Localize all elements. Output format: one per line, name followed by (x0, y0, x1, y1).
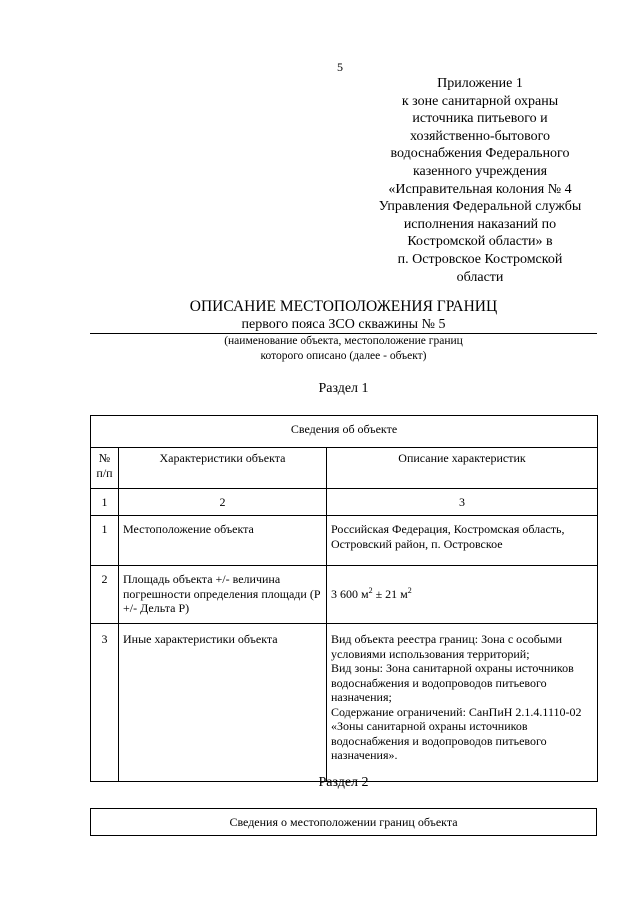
cell-number: 1 (91, 489, 119, 516)
area-tolerance: ± 21 м (372, 587, 408, 602)
appendix-line: к зоне санитарной охраны (401, 93, 559, 109)
row-characteristic: Местоположение объекта (119, 516, 327, 566)
table-title: Сведения об объекте (91, 416, 598, 448)
title-note-line: которого описано (далее - объект) (260, 349, 427, 362)
document-subtitle: первого пояса ЗСО скважины № 5 (241, 317, 446, 332)
row-description (327, 624, 598, 782)
appendix-line: водоснабжения Федерального (390, 146, 570, 162)
area-superscript: 2 (368, 586, 373, 596)
section-2-heading: Раздел 2 (318, 775, 369, 790)
row-description: Российская Федерация, Костромская область, Островский район, п. Островское (327, 516, 598, 566)
area-value: 3 600 м (331, 587, 369, 602)
appendix-line: области (456, 269, 504, 285)
appendix-line: хозяйственно-бытового (409, 128, 551, 144)
column-header-number: № п/п (91, 448, 119, 489)
area-superscript: 2 (407, 586, 412, 596)
appendix-line: Управления Федеральной службы (378, 199, 582, 215)
appendix-line: исполнения наказаний по (403, 216, 557, 232)
appendix-line: п. Островское Костромской (397, 251, 563, 267)
row-characteristic: Площадь объекта +/- величина погрешности определения площади (P +/- Дельта P) (119, 566, 327, 624)
table-row (91, 516, 598, 566)
row-number: 1 (91, 516, 119, 566)
table-row (91, 624, 598, 782)
row-description (327, 566, 598, 624)
row-characteristic: Иные характеристики объекта (119, 624, 327, 782)
appendix-line: Костромской области» в (407, 234, 553, 250)
title-note-line: (наименование объекта, местоположение границ (224, 335, 463, 347)
cell-number: 2 (119, 489, 327, 516)
table-title: Сведения о местоположении границ объекта (91, 809, 597, 836)
description-line: Содержание ограничений: СанПиН 2.1.4.1110-02 «Зоны санитарной охраны источников водоснабжения и водопроводов питьевого назначения». (331, 704, 582, 762)
boundary-info-table (90, 808, 597, 836)
column-header-characteristic: Характеристики объекта (119, 448, 327, 489)
row-number: 2 (91, 566, 119, 624)
cell-number: 3 (327, 489, 598, 516)
description-line: Вид зоны: Зона санитарной охраны источников водоснабжения и водопроводов питьевого назначения; (331, 661, 574, 704)
appendix-block (360, 75, 600, 286)
object-info-table (90, 415, 598, 782)
appendix-line: «Исправительная колония № 4 (388, 181, 572, 197)
row-number: 3 (91, 624, 119, 782)
table-row (91, 566, 598, 624)
title-note (90, 334, 597, 363)
appendix-line: источника питьевого и (412, 111, 548, 127)
appendix-line: казенного учреждения (412, 163, 548, 179)
section-1-heading: Раздел 1 (318, 381, 369, 396)
column-header-description: Описание характеристик (327, 448, 598, 489)
appendix-line: Приложение 1 (437, 76, 523, 91)
table-row (91, 489, 598, 516)
description-line: Вид объекта реестра границ: Зона с особыми условиями использования территорий; (331, 632, 562, 661)
document-title: ОПИСАНИЕ МЕСТОПОЛОЖЕНИЯ ГРАНИЦ (189, 298, 498, 315)
page-number: 5 (337, 60, 343, 74)
